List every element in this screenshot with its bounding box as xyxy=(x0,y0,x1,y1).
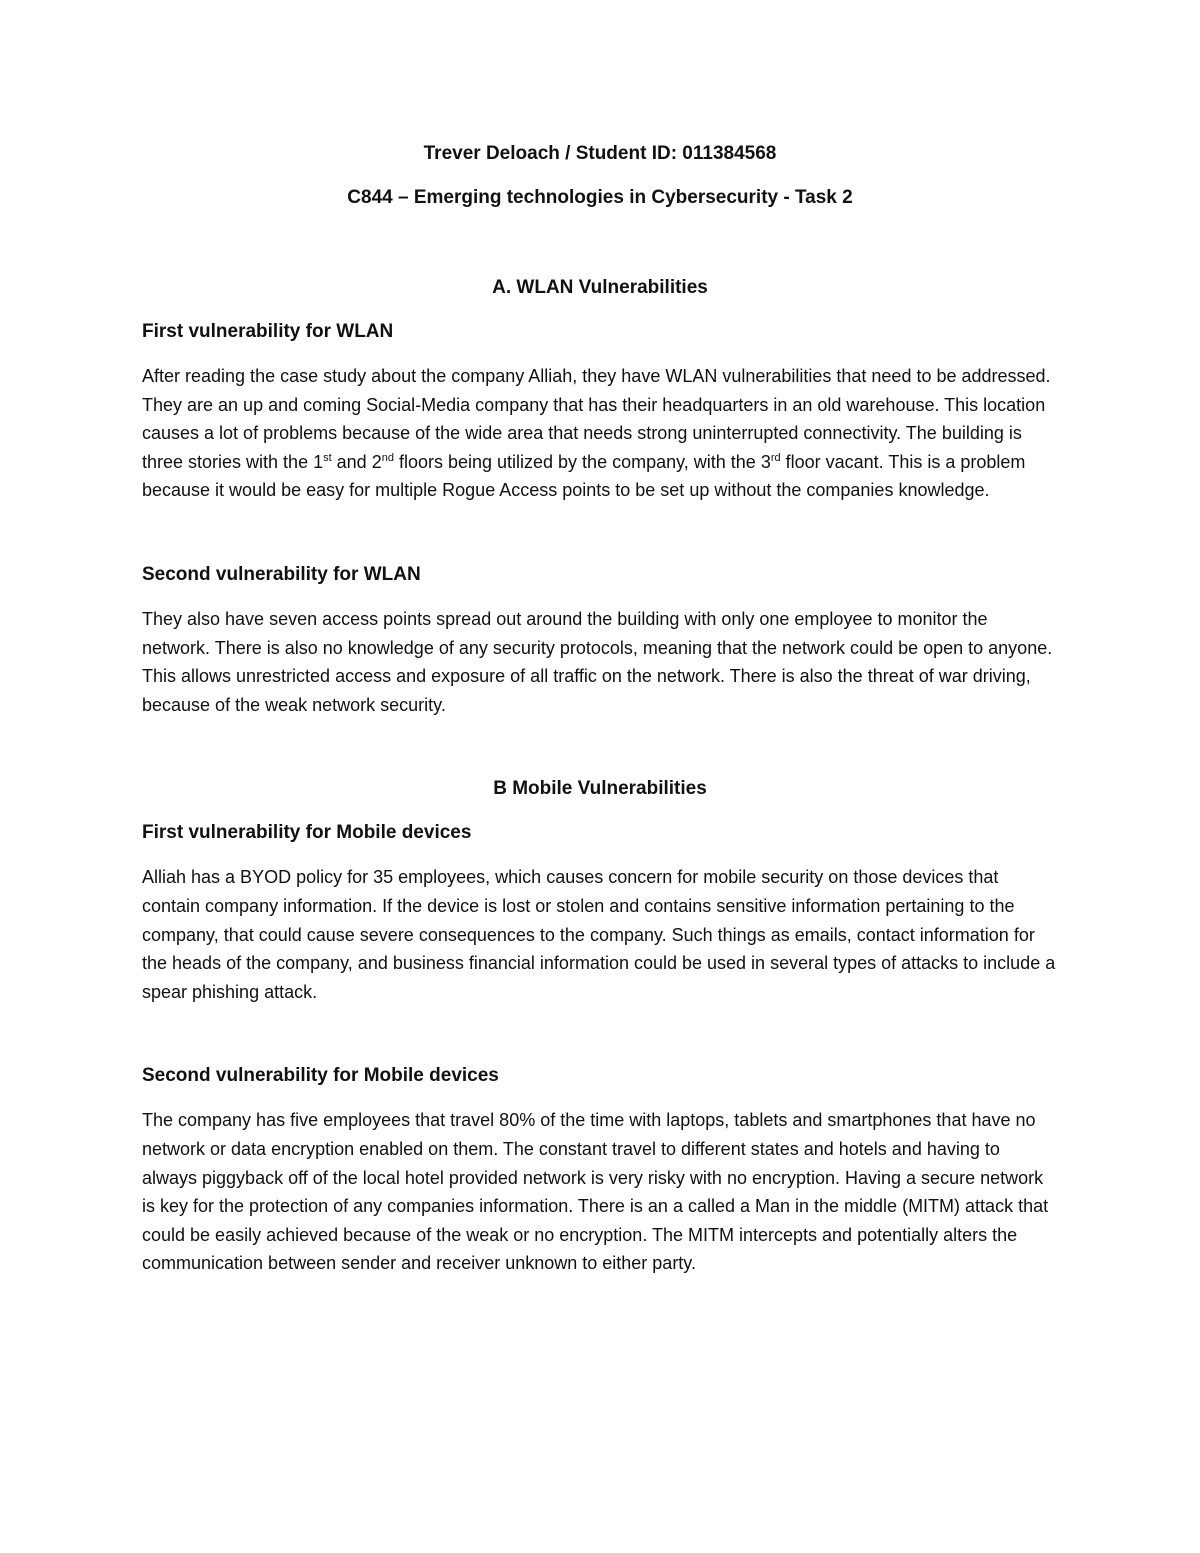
spacer xyxy=(142,1090,1058,1106)
wlan-first-paragraph: After reading the case study about the company Alliah, they have WLAN vulnerabilities that need to be addressed. They are an up and coming Social-Media company that has their headquarters in an old warehouse. This location causes a lot of problems because of the wide area that needs strong uninterrupted connectivity. The building is three stories with the 1st and 2nd floors being utilized by the company, with the 3rd floor vacant. This is a problem because it would be easy for multiple Rogue Access points to be set up without the companies knowledge. xyxy=(142,366,1051,501)
spacer xyxy=(142,505,1058,561)
wlan-second-heading: Second vulnerability for WLAN xyxy=(142,563,421,585)
wlan-second-paragraph: They also have seven access points spread out around the building with only one employee to monitor the network. There is also no knowledge of any security protocols, meaning that the network could be open to anyone. This allows unrestricted access and exposure of all traffic on the network. There is also the threat of war driving, because of the weak network security. xyxy=(142,608,1053,715)
section-a-heading: A. WLAN Vulnerabilities xyxy=(492,277,708,298)
spacer xyxy=(142,589,1058,605)
mobile-first-heading: First vulnerability for Mobile devices xyxy=(142,822,472,844)
wlan-first-heading: First vulnerability for WLAN xyxy=(142,321,394,342)
spacer xyxy=(142,1006,1058,1062)
course-line: C844 – Emerging technologies in Cybersecurity - Task 2 xyxy=(347,187,853,208)
spacer xyxy=(142,346,1058,362)
spacer xyxy=(142,803,1058,819)
spacer xyxy=(142,212,1058,274)
spacer xyxy=(142,719,1058,775)
spacer xyxy=(142,302,1058,318)
author-line: Trever Deloach / Student ID: 011384568 xyxy=(423,143,777,164)
mobile-second-paragraph: The company has five employees that travel 80% of the time with laptops, tablets and smartphones that have no network or data encryption enabled on them. The constant travel to different states and hotels and having to always piggyback off of the local hotel provided network is very risky with no encryption. Having a secure network is key for the protection of any companies information. There is an a called a Man in the middle (MITM) attack that could be easily achieved because of the weak or no encryption. The MITM intercepts and potentially alters the communication between sender and receiver unknown to either party. xyxy=(142,1110,1049,1274)
document-body xyxy=(142,140,1058,1278)
spacer xyxy=(142,847,1058,863)
section-b-heading: B Mobile Vulnerabilities xyxy=(493,778,707,800)
mobile-first-paragraph: Alliah has a BYOD policy for 35 employees, which causes concern for mobile security on those devices that contain company information. If the device is lost or stolen and contains sensitive information pertaining to the company, that could cause severe consequences to the company. Such things as emails, contact information for the heads of the company, and business financial information could be used in several types of attacks to include a spear phishing attack. xyxy=(142,867,1056,1002)
mobile-second-heading: Second vulnerability for Mobile devices xyxy=(142,1065,499,1087)
